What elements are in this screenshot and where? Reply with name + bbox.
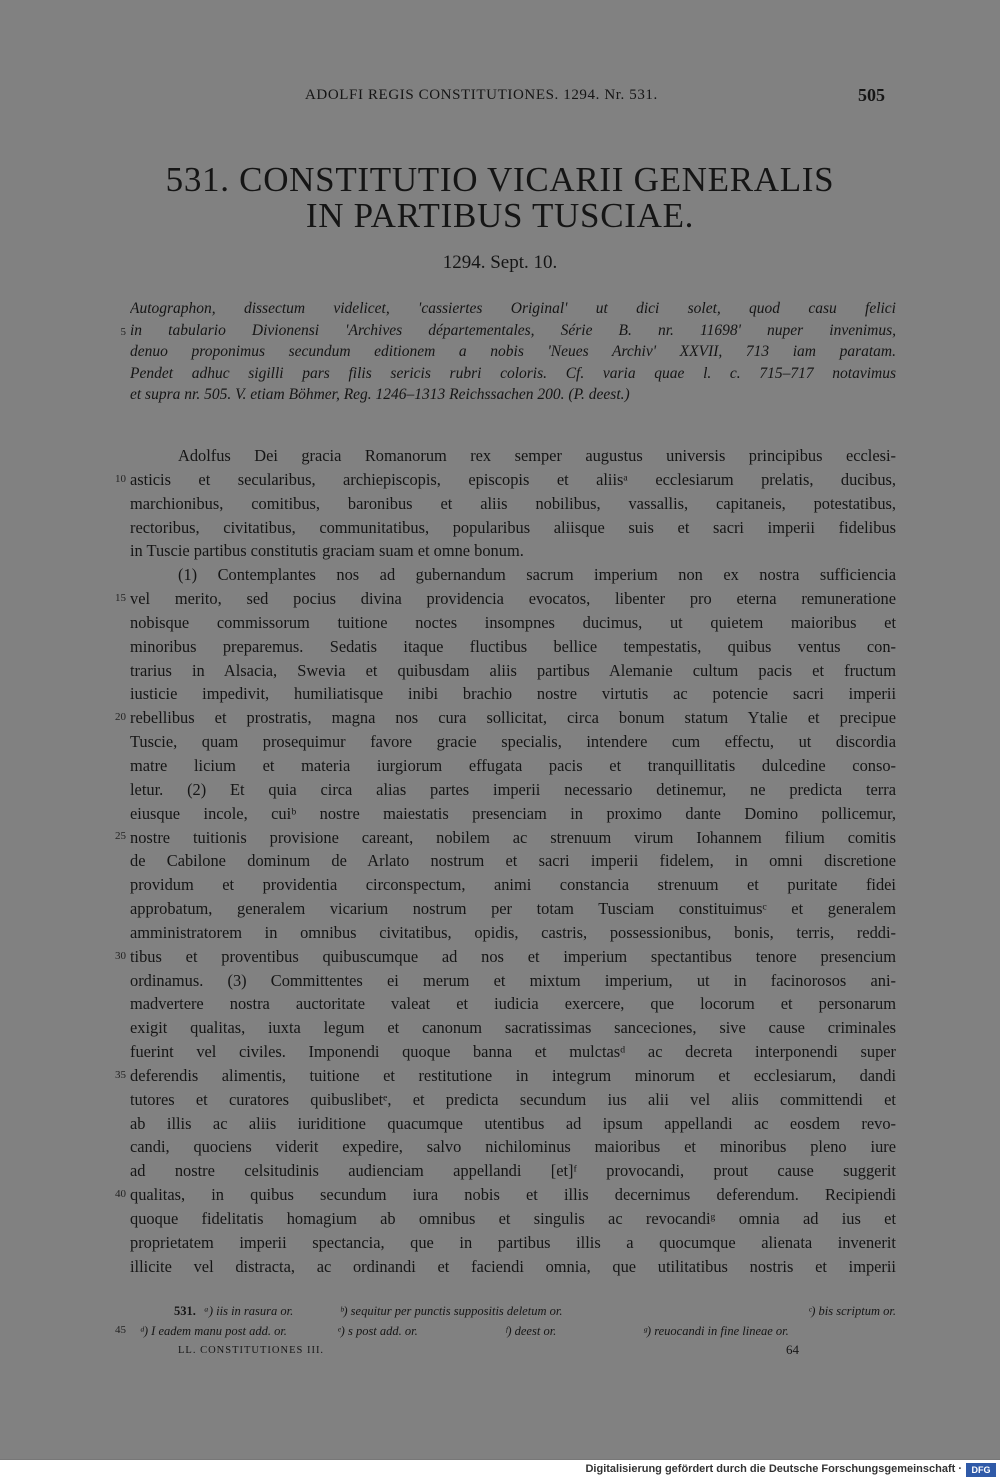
text-line: approbatum, generalem vicarium nostrum per totam Tusciam constituimusᶜ et generalem [130,899,896,919]
document-text [130,444,896,1279]
text-line: amministratorem in omnibus civitatibus, opidis, castris, possessionibus, bonis, terris, reddi- [130,922,896,942]
footnote-f: ᶠ) deest or. [505,1324,557,1338]
text-line: fuerint vel civiles. Imponendi quoque banna et mulctasᵈ ac decreta interponendi super [130,1042,896,1062]
intro-line: Pendet adhuc sigilli pars filis sericis rubri coloris. Cf. varia quae l. c. 715–717 notavimus [130,364,896,382]
text-line: ordinamus. (3) Committentes ei merum et mixtum imperium, ut in facinorosos ani- [130,970,896,990]
text-line: letur. (2) Et quia circa alias partes imperii necessario detinemur, ne predicta terra [130,779,896,799]
text-line: matre licium et materia iurgiorum effugata pacis et tranquillitatis dulcedine conso- [130,755,896,775]
text-line: candi, quociens viderit expedire, salvo nichilominus maioribus et minoribus pleno iure [130,1137,896,1157]
text-line: ad nostre celsitudinis audienciam appellandi [et]ᶠ provocandi, prout cause suggerit [130,1161,896,1181]
footnote-e: ᵉ) s post add. or. [337,1324,418,1338]
text-line: asticis et secularibus, archiepiscopis, episcopis et aliisᵃ ecclesiarum prelatis, ducibus, [130,469,896,489]
text-line: Adolfus Dei gracia Romanorum rex semper augustus universis principibus ecclesi- [178,446,896,465]
title-line-1: 531. CONSTITUTIO VICARII GENERALIS [165,160,835,199]
signature-mark: 64 [786,1342,799,1357]
line-number: 40 [115,1188,126,1200]
text-line: rebellibus et prostratis, magna nos cura sollicitat, circa bonum statum Ytalie et precipue [130,708,896,728]
intro-line: Autographon, dissectum videlicet, 'cassiertes Original' ut dici solet, quod casu felici [130,300,896,317]
text-line: nostre tuitionis provisione careant, nobilem ac strenuum virum Iohannem filium comitis [130,827,896,847]
title-line-2: IN PARTIBUS TUSCIAE. [305,196,695,235]
series-footer: LL. CONSTITUTIONES III. [178,1345,325,1356]
text-line: de Cabilone dominum de Arlato nostrum et sacri imperii fidelem, in omni discretione [130,851,896,871]
line-number: 5 [120,326,126,338]
text-line: qualitas, in quibus secundum iura nobis et illis decernimus deferendum. Recipiendi [130,1185,896,1205]
footnote-ref-number: 531. [174,1304,196,1318]
text-line: minoribus preparemus. Sedatis itaque fluctibus bellice tempestatis, quibus ventus con- [130,636,896,656]
footnote-c: ᶜ) bis scriptum or. [807,1304,896,1318]
intro-line: denuo proponimus secundum editionem a nobis 'Neues Archiv' XXVII, 713 iam paratam. [130,343,896,361]
footnote-g: ᵍ) reuocandi in fine lineae or. [643,1324,789,1338]
text-line: tibus et proventibus quibuscumque ad nos et imperium spectantibus tenore presencium [130,946,896,966]
text-line: deferendis alimentis, tuitione et restitutione in integrum minorum et ecclesiarum, dandi [130,1065,896,1085]
document-date: 1294. Sept. 10. [442,252,558,273]
text-line: trarius in Alsacia, Swevia et quibusdam aliis partibus Alemanie cultum pacis et fructum [130,660,896,680]
footnotes [130,1301,896,1341]
text-line: in Tuscie partibus constitutis graciam suam et omne bonum. [130,541,524,561]
intro-line: et supra nr. 505. V. etiam Böhmer, Reg. 1246–1313 Reichssachen 200. (P. deest.) [130,386,630,404]
footnote-a-cell [130,1301,340,1321]
dfg-logo[interactable]: DFG [966,1463,996,1477]
footnote-row [130,1301,896,1321]
text-line: exigit qualitas, iuxta legum et canonum sacratissimas sanceciones, sive cause criminales [130,1018,896,1038]
text-line: tutores et curatores quibuslibetᵉ, et predicta secundum ius alii vel aliis committendi et [130,1089,896,1109]
line-number: 25 [115,830,126,842]
line-number: 20 [115,711,126,723]
running-header: ADOLFI REGIS CONSTITUTIONES. 1294. Nr. 531. [305,87,658,103]
source-description [130,298,896,406]
text-line: marchionibus, comitibus, baronibus et aliis nobilibus, vassallis, capitaneis, potestatibus, [130,493,896,513]
text-line: eiusque incole, cuiᵇ nostre maiestatis presenciam in proximo dante Domino pollicemur, [130,803,896,823]
text-line: Tuscie, quam prosequimur favore gracie specialis, intendere cum effectu, ut discordia [130,732,896,752]
text-line: iusticie impedivit, humiliatisque inibi brachio nostre virtutis ac potencie sacri imperii [130,684,896,704]
text-line: (1) Contemplantes nos ad gubernandum sacrum imperium non ex nostra sufficiencia [178,565,896,585]
text-line: rectoribus, civitatibus, communitatibus, popularibus aliisque suis et sacri imperii fidelibus [130,517,896,537]
text-line: quoque fidelitatis homagium ab omnibus et singulis ac revocandiᵍ omnia ad ius et [130,1209,896,1228]
intro-line: in tabulario Divionensi 'Archives départementales, Série B. nr. 11698' nuper invenimus, [130,321,896,339]
text-line: ab illis ac aliis iuriditione quacumque utentibus ad ipsum appellandi ac eosdem revo- [130,1113,896,1133]
text-line: providum et providentia circonspectum, animi constancia strenuum et puritate fidei [130,875,896,895]
footnote-d: ᵈ) I eadem manu post add. or. [140,1324,287,1338]
footnote-a: ᵃ) iis in rasura or. [203,1304,294,1318]
line-number: 10 [115,473,126,485]
funding-text: Digitalisierung gefördert durch die Deutsche Forschungsgemeinschaft · [585,1463,962,1475]
funding-bar [0,1459,1000,1481]
text-line: madvertere nostra auctoritate valeat et iudicia exercere, que locorum et personarum [130,994,896,1014]
line-number: 35 [115,1069,126,1081]
text-line: nobisque commissorum tuitione noctes insompnes ducimus, ut quietem maioribus et [130,612,896,632]
document-title [0,162,1000,234]
page-number: 505 [858,85,885,105]
footnote-b: ᵇ) sequitur per punctis suppositis deletum or. [340,1304,563,1318]
line-number: 15 [115,592,126,604]
line-number: 45 [115,1324,126,1336]
footnote-row [130,1321,896,1341]
line-number: 30 [115,950,126,962]
text-line: illicite vel distracta, ac ordinandi et faciendi omnia, que utilitatibus nostris et imperii [130,1256,896,1276]
text-line: vel merito, sed pocius divina providencia evocatos, libenter pro eterna remuneratione [130,589,896,609]
text-line: proprietatem imperii spectancia, que in partibus illis a quocumque alienata invenerit [130,1232,896,1252]
